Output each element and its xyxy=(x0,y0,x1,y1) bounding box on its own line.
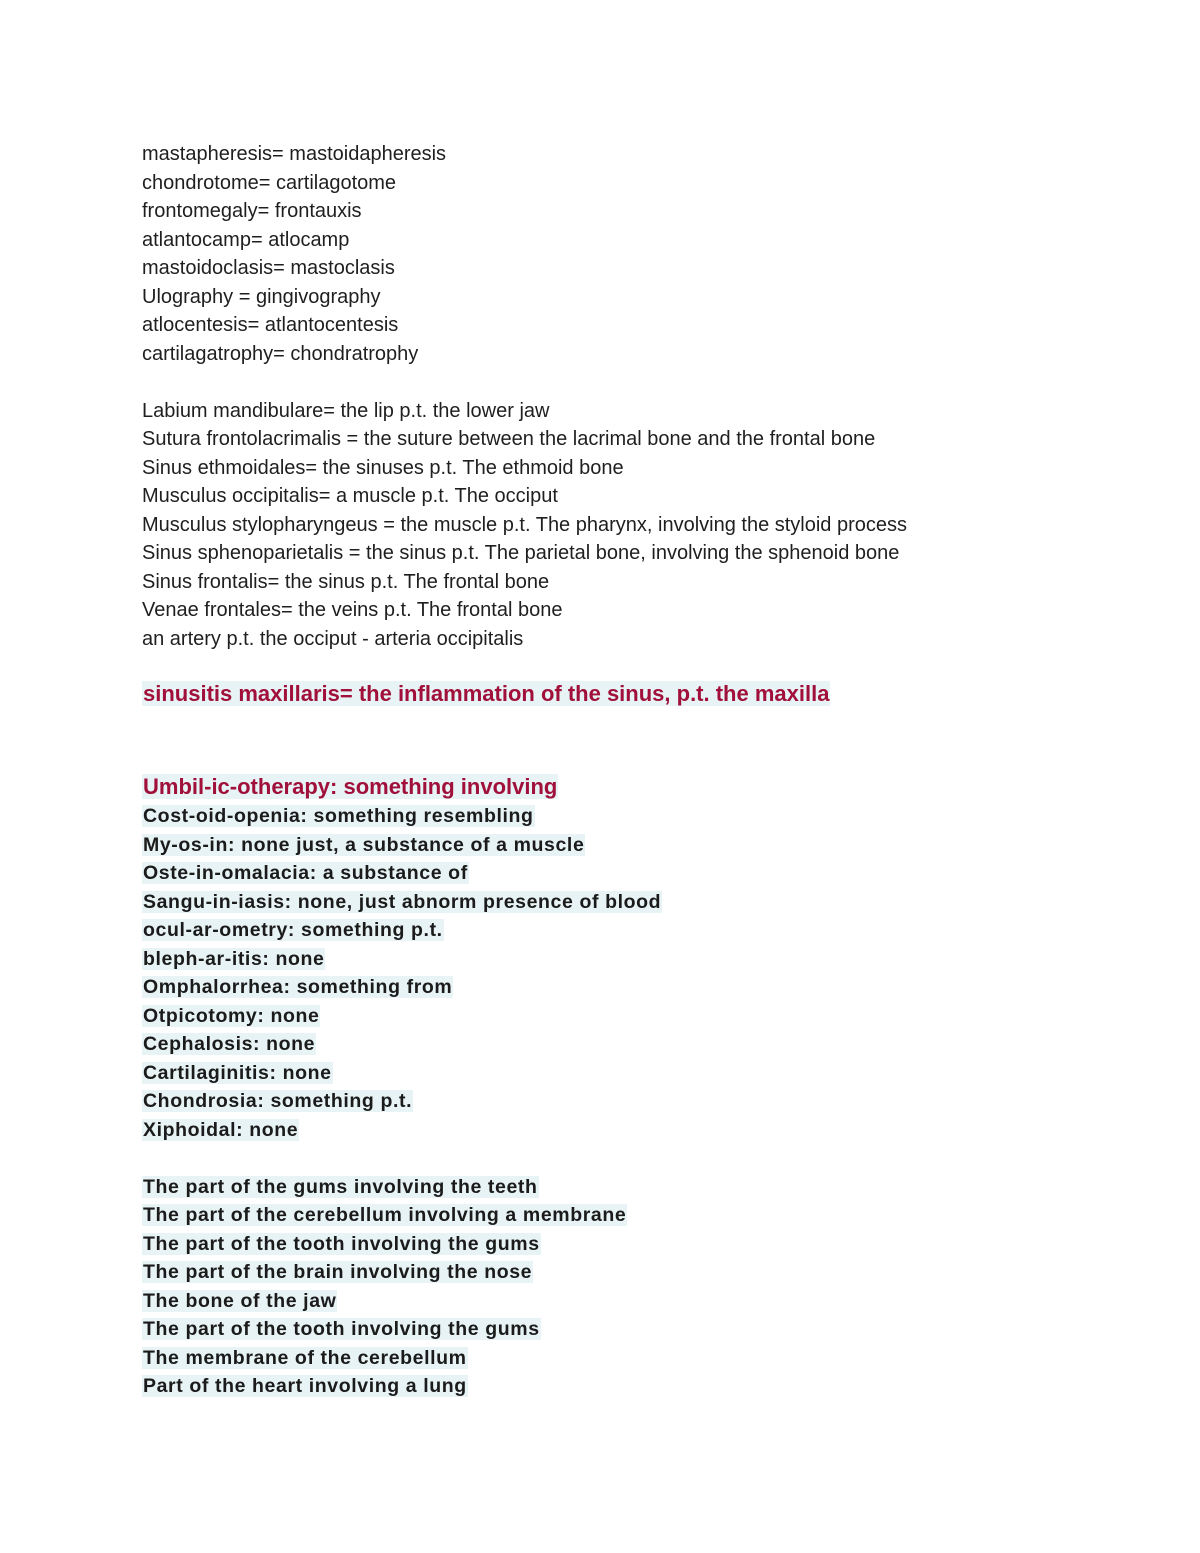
word-part-line xyxy=(142,802,1142,831)
definition-line xyxy=(142,1315,1142,1344)
word-part-line xyxy=(142,1116,1142,1145)
umbil-heading xyxy=(142,772,1142,802)
latin-terms-section xyxy=(142,397,1142,654)
latin-term-line: an artery p.t. the occiput - arteria occipitalis xyxy=(142,627,524,650)
synonym-line: atlantocamp= atlocamp xyxy=(142,228,350,251)
word-part-line xyxy=(142,1002,1142,1031)
synonym-line: Ulography = gingivography xyxy=(142,285,381,308)
synonym-line: mastapheresis= mastoidapheresis xyxy=(142,143,447,165)
word-part-text: ocul-ar-ometry: something p.t. xyxy=(143,919,443,941)
definition-text: The part of the brain involving the nose xyxy=(143,1261,533,1283)
definition-line xyxy=(142,1372,1142,1401)
synonym-line: cartilagatrophy= chondratrophy xyxy=(142,342,419,365)
word-part-line xyxy=(142,831,1142,860)
synonym-line: atlocentesis= atlantocentesis xyxy=(142,314,399,336)
word-part-text: Cartilaginitis: none xyxy=(143,1061,332,1084)
synonyms-section xyxy=(142,140,1142,368)
word-part-text: Xiphoidal: none xyxy=(143,1118,299,1141)
definition-text: The part of the tooth involving the gums xyxy=(143,1318,540,1340)
word-part-line xyxy=(142,888,1142,917)
synonym-line: mastoidoclasis= mastoclasis xyxy=(142,257,395,279)
word-part-text: bleph-ar-itis: none xyxy=(143,947,325,970)
latin-term-line: Venae frontales= the veins p.t. The frontal bone xyxy=(142,599,563,621)
word-part-text: Oste-in-omalacia: a substance of xyxy=(143,862,468,884)
word-part-line xyxy=(142,1030,1142,1059)
word-part-text: Omphalorrhea: something from xyxy=(143,976,453,998)
synonym-line: frontomegaly= frontauxis xyxy=(142,200,362,222)
spacer xyxy=(142,368,1142,397)
latin-term-line: Musculus occipitalis= a muscle p.t. The occiput xyxy=(142,485,558,507)
word-part-line xyxy=(142,1087,1142,1116)
sinusitis-heading xyxy=(142,679,1142,709)
document-page xyxy=(142,140,1142,1401)
spacer xyxy=(142,653,1142,679)
definition-text: The membrane of the cerebellum xyxy=(143,1346,467,1369)
spacer xyxy=(142,709,1142,772)
word-part-text: Chondrosia: something p.t. xyxy=(143,1090,413,1112)
word-part-text: Cephalosis: none xyxy=(143,1033,316,1055)
word-part-text: Cost-oid-openia: something resembling xyxy=(143,805,534,827)
synonym-line: chondrotome= cartilagotome xyxy=(142,171,397,194)
definition-line xyxy=(142,1201,1142,1230)
umbil-text: Umbil-ic-otherapy: something involving xyxy=(143,774,558,799)
definition-line xyxy=(142,1258,1142,1287)
definition-text: The part of the tooth involving the gums xyxy=(143,1232,540,1255)
spacer xyxy=(142,1144,1142,1173)
definition-text: The part of the gums involving the teeth xyxy=(143,1175,538,1198)
latin-term-line: Labium mandibulare= the lip p.t. the lower jaw xyxy=(142,399,550,422)
latin-term-line: Sinus frontalis= the sinus p.t. The frontal bone xyxy=(142,570,550,593)
word-part-line xyxy=(142,1059,1142,1088)
definition-line xyxy=(142,1287,1142,1316)
latin-term-line: Sinus ethmoidales= the sinuses p.t. The ethmoid bone xyxy=(142,456,624,479)
latin-term-line: Sinus sphenoparietalis = the sinus p.t. The parietal bone, involving the sphenoid bone xyxy=(142,542,900,564)
sinusitis-text: sinusitis maxillaris= the inflammation of the sinus, p.t. the maxilla xyxy=(143,681,830,706)
word-part-line xyxy=(142,859,1142,888)
latin-term-line: Sutura frontolacrimalis = the suture between the lacrimal bone and the frontal bone xyxy=(142,428,876,450)
definition-text: The bone of the jaw xyxy=(143,1289,337,1312)
definition-text: The part of the cerebellum involving a membrane xyxy=(143,1204,627,1226)
definition-line xyxy=(142,1230,1142,1259)
definition-text: Part of the heart involving a lung xyxy=(143,1375,467,1397)
definitions-section xyxy=(142,1173,1142,1401)
definition-line xyxy=(142,1173,1142,1202)
word-part-line xyxy=(142,973,1142,1002)
definition-line xyxy=(142,1344,1142,1373)
word-part-text: Otpicotomy: none xyxy=(143,1004,320,1027)
word-parts-section xyxy=(142,802,1142,1144)
word-part-text: My-os-in: none just, a substance of a muscle xyxy=(143,833,585,856)
latin-term-line: Musculus stylopharyngeus = the muscle p.t. The pharynx, involving the styloid process xyxy=(142,513,908,536)
word-part-text: Sangu-in-iasis: none, just abnorm presence of blood xyxy=(143,890,662,913)
word-part-line xyxy=(142,945,1142,974)
word-part-line xyxy=(142,916,1142,945)
